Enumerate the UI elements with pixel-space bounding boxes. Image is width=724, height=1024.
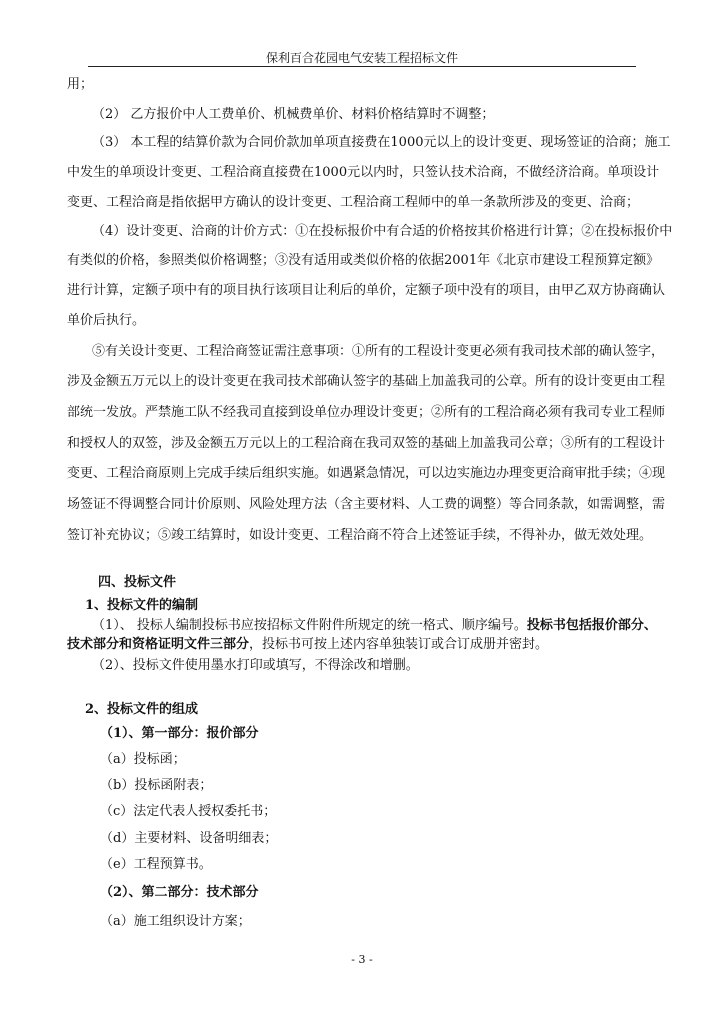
text-line: 和授权人的双签，涉及金额五万元以上的工程洽商在我司双签的基础上加盖我司公章；③所有的工程设计 (67, 436, 666, 451)
text-line: 中发生的单项设计变更、工程洽商直接费在1000元以内时，只签认技术洽商，不做经济洽商。单项设计 (67, 165, 660, 180)
text-line: 进行计算，定额子项中有的项目执行该项目让利后的单价，定额子项中没有的项目，由甲乙双方协商确认 (67, 283, 666, 298)
list-item: （d）主要材料、设备明细表； (100, 831, 278, 846)
text-line: （4）设计变更、洽商的计价方式：①在投标报价中有合适的价格按其价格进行计算；②在投标报价中 (92, 224, 673, 239)
text-line: 签订补充协议；⑤竣工结算时，如设计变更、工程洽商不符合上述签证手续，不得补办，做无效处理。 (67, 528, 653, 543)
text-span-bold: 技术部分和资格证明文件三部分 (67, 637, 250, 652)
text-span: ，投标书可按上述内容单独装订或合订成册并密封。 (249, 637, 549, 652)
text-line: 涉及金额五万元以上的设计变更在我司技术部确认签字的基础上加盖我司的公章。所有的设计变更由工程 (67, 374, 666, 389)
text-line: 用； (67, 77, 94, 92)
list-item: （a）投标函； (100, 752, 186, 767)
text-line: 变更、工程洽商原则上完成手续后组织实施。如遇紧急情况，可以边实施边办理变更洽商审批手续；④现 (67, 466, 666, 481)
text-line: （2）、投标文件使用墨水打印或填写，不得涂改和增删。 (92, 658, 419, 673)
text-line: 变更、工程洽商是指依据甲方确认的设计变更、工程洽商工程师中的单一条款所涉及的变更、洽商； (67, 195, 640, 210)
section-heading: 四、投标文件 (98, 575, 177, 590)
part-heading: （2）、第二部分：技术部分 (100, 885, 259, 900)
text-line: 部统一发放。严禁施工队不经我司直接到设单位办理设计变更；②所有的工程洽商必须有我司专业工程师 (67, 405, 666, 420)
part-heading: （1）、第一部分：报价部分 (100, 726, 259, 741)
page-number: - 3 - (351, 953, 373, 966)
list-item: （c）法定代表人授权委托书； (100, 804, 277, 819)
text-line: ⑤有关设计变更、工程洽商签证需注意事项：①所有的工程设计变更必须有我司技术部的确认签字， (92, 344, 665, 359)
subsection-heading: 1、投标文件的编制 (85, 598, 199, 613)
text-line: 场签证不得调整合同计价原则、风险处理方法（含主要材料、人工费的调整）等合同条款，如需调整，需 (67, 497, 666, 512)
subsection-heading: 2、投标文件的组成 (85, 702, 199, 717)
text-line: （3） 本工程的结算价款为合同价款加单项直接费在1000元以上的设计变更、现场签证的洽商；施工 (92, 135, 671, 150)
text-line: （2） 乙方报价中人工费单价、机械费单价、材料价格结算时不调整； (92, 107, 495, 122)
text-line (67, 637, 548, 653)
text-line (92, 618, 657, 634)
list-item: （a）施工组织设计方案； (100, 914, 251, 929)
text-span: （1）、 投标人编制投标书应按招标文件附件所规定的统一格式、顺序编号。 (92, 618, 527, 633)
text-line: 有类似的价格，参照类似价格调整；③没有适用或类似价格的依据2001年《北京市建设工程预算定额》 (67, 253, 660, 268)
list-item: （e）工程预算书。 (100, 857, 212, 872)
page-header: 保利百合花园电气安装工程招标文件 (88, 50, 636, 67)
list-item: （b）投标函附表； (100, 778, 213, 793)
text-line: 单价后执行。 (67, 313, 146, 328)
text-span-bold: 投标书包括报价部分、 (526, 618, 657, 633)
